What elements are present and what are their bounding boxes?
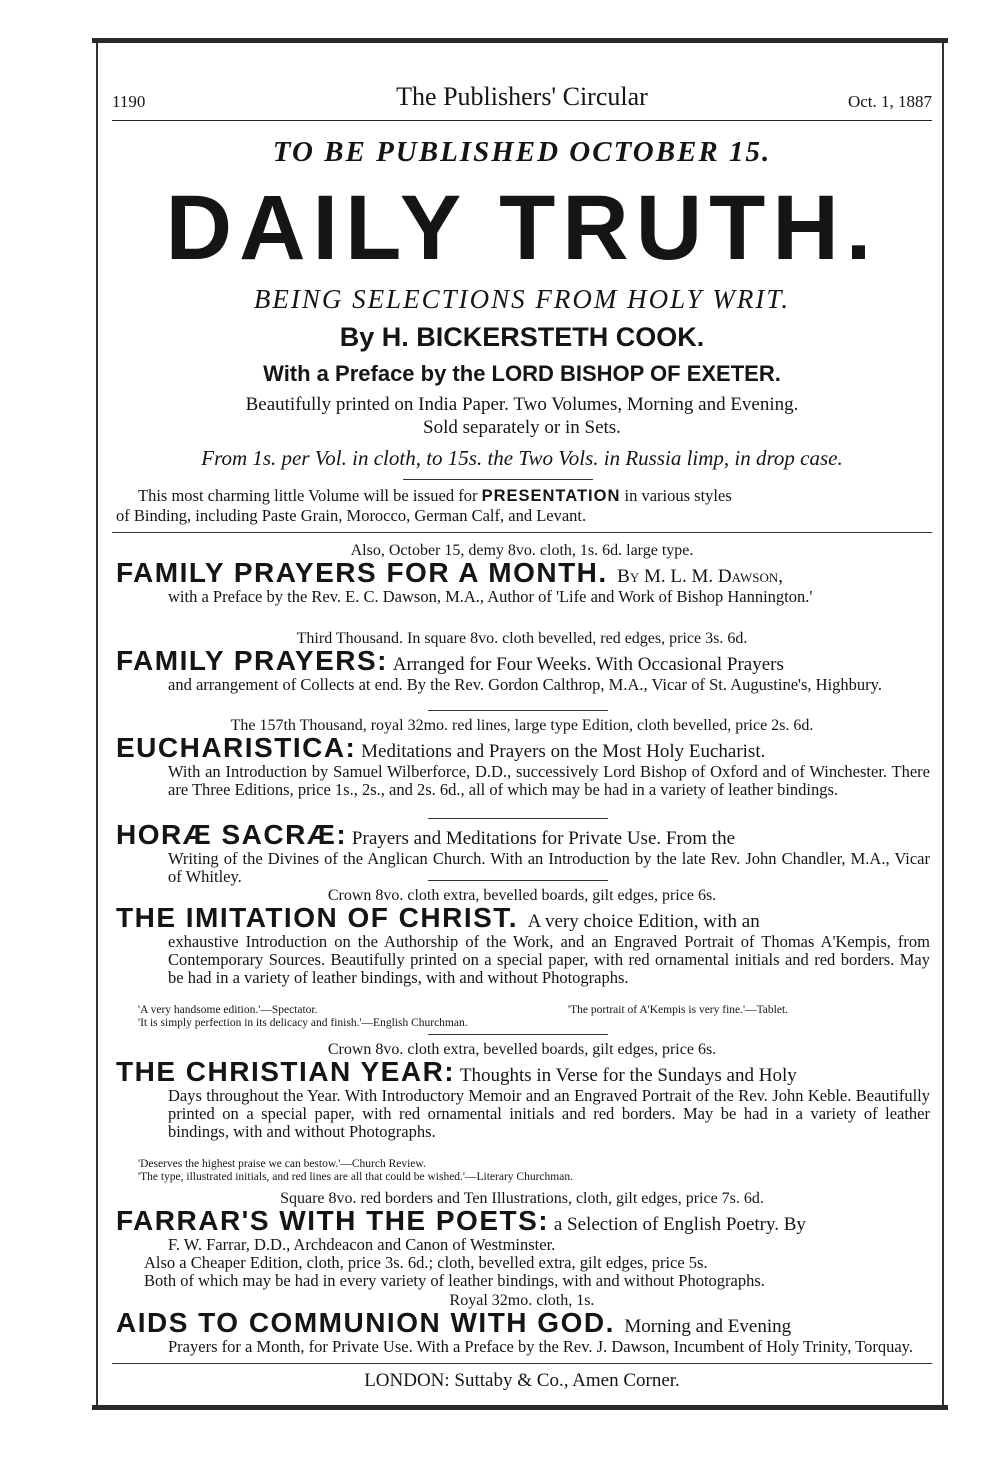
book-5-quote: 'Deserves the highest praise we can bestow.'—Church Review. [138, 1158, 426, 1170]
book-7-note: Royal 32mo. cloth, 1s. [449, 1292, 595, 1309]
book-2-desc: With an Introduction by Samuel Wilberforce, D.D., successively Lord Bishop of Oxford and of Winchester. There are Three Editions, price 1s., 2s., and 2s. 6d., all of which may be had in a variety of leather bindings. [168, 762, 930, 799]
running-header [112, 82, 932, 116]
book-0-desc: with a Preface by the Rev. E. C. Dawson, M.A., Author of 'Life and Work of Bishop Hannington.' [168, 587, 813, 606]
bottom-border-rule [92, 1405, 948, 1410]
book-6-title: FARRAR'S WITH THE POETS: [116, 1205, 550, 1236]
book-7-entry [116, 1307, 930, 1356]
book-4-quote: 'A very handsome edition.'—Spectator. [138, 1004, 318, 1016]
book-4-title: THE IMITATION OF CHRIST. [116, 902, 519, 933]
book-5-quote: 'The type, illustrated initials, and red lines are all that could be wished.'—Literary Churchman. [138, 1171, 573, 1183]
book-6-entry [116, 1205, 930, 1290]
journal-title: The Publishers' Circular [396, 82, 648, 111]
issue-date: Oct. 1, 1887 [847, 92, 932, 111]
printing-line: Beautifully printed on India Paper. Two Volumes, Morning and Evening. [245, 394, 799, 415]
section-rule [112, 532, 932, 533]
presentation-text-a: This most charming little Volume will be issued for [138, 486, 482, 505]
book-2-entry [116, 732, 930, 799]
book-5-lead: Thoughts in Verse for the Sundays and Holy [459, 1065, 797, 1086]
book-6-note: Square 8vo. red borders and Ten Illustrations, cloth, gilt edges, price 7s. 6d. [280, 1190, 764, 1207]
divider-rule [403, 479, 593, 480]
book-4-note: Crown 8vo. cloth extra, bevelled boards, gilt edges, price 6s. [327, 887, 717, 904]
book-2-note: The 157th Thousand, royal 32mo. red lines, large type Edition, cloth bevelled, price 2s. 6d. [230, 717, 814, 734]
book-7-desc: Prayers for a Month, for Private Use. With a Preface by the Rev. J. Dawson, Incumbent of Holy Trinity, Torquay. [168, 1337, 913, 1356]
binding-line: of Binding, including Paste Grain, Morocco, German Calf, and Levant. [116, 506, 587, 525]
book-3-entry [116, 819, 930, 886]
presentation-keyword: PRESENTATION [481, 487, 621, 505]
main-title: DAILY TRUTH. [165, 177, 879, 279]
book-5-entry [116, 1056, 930, 1141]
top-border-rule [92, 38, 948, 43]
book-7-title: AIDS TO COMMUNION WITH GOD. [116, 1307, 615, 1338]
book-0-note: Also, October 15, demy 8vo. cloth, 1s. 6d. large type. [350, 542, 694, 559]
divider-rule [428, 1034, 608, 1035]
book-5-note: Crown 8vo. cloth extra, bevelled boards, gilt edges, price 6s. [327, 1041, 717, 1058]
book-7-lead: Morning and Evening [624, 1316, 792, 1337]
book-1-title: FAMILY PRAYERS: [116, 645, 388, 676]
book-4-entry [116, 902, 930, 987]
book-1-desc: and arrangement of Collects at end. By the Rev. Gordon Calthrop, M.A., Vicar of St. Augustine's, Highbury. [168, 675, 882, 694]
book-6-cheaper-edition: Also a Cheaper Edition, cloth, price 3s. 6d.; cloth, bevelled extra, gilt edges, price 5s. [144, 1253, 708, 1272]
book-6-desc: F. W. Farrar, D.D., Archdeacon and Canon of Westminster. [168, 1235, 556, 1254]
price-line: From 1s. per Vol. in cloth, to 15s. the Two Vols. in Russia limp, in drop case. [201, 446, 843, 470]
book-0-title: FAMILY PRAYERS FOR A MONTH. [116, 557, 608, 588]
divider-rule [428, 880, 608, 881]
publisher-imprint: LONDON: Suttaby & Co., Amen Corner. [364, 1370, 680, 1391]
book-1-entry [116, 645, 930, 694]
section-rule [112, 1363, 932, 1364]
book-4-quote: 'The portrait of A'Kempis is very fine.'—Tablet. [568, 1004, 789, 1016]
book-5-desc: Days throughout the Year. With Introductory Memoir and an Engraved Portrait of the Rev. John Keble. Beautifully printed on a special paper, with red ornamental initials and red borders. May be had in a variety of leather bindings, with and without Photographs. [168, 1086, 930, 1141]
sets-line: Sold separately or in Sets. [423, 417, 621, 438]
book-4-lead: A very choice Edition, with an [527, 911, 760, 932]
book-4-quote: 'It is simply perfection in its delicacy and finish.'—English Churchman. [138, 1017, 468, 1029]
book-4-desc: exhaustive Introduction on the Authorship of the Work, and an Engraved Portrait of Thomas A'Kempis, from Contemporary Sources. Beautifully printed on a special paper, with red ornamental initials and red borders. May be had in a variety of leather bindings, with and without Photographs. [168, 932, 930, 987]
book-0-entry [116, 557, 930, 606]
book-1-lead: Arranged for Four Weeks. With Occasional Prayers [392, 654, 784, 675]
author-line: By H. BICKERSTETH COOK. [339, 322, 705, 352]
divider-rule [428, 818, 608, 819]
book-2-title: EUCHARISTICA: [116, 732, 357, 763]
book-2-lead: Meditations and Prayers on the Most Holy Eucharist. [361, 741, 766, 762]
book-0-lead: By M. L. M. Dawson, [617, 566, 783, 587]
preface-line: With a Preface by the LORD BISHOP OF EXETER. [263, 361, 781, 386]
book-3-lead: Prayers and Meditations for Private Use. From the [351, 828, 736, 849]
book-6-lead: a Selection of English Poetry. By [553, 1214, 806, 1235]
header-rule [112, 120, 932, 121]
book-5-title: THE CHRISTIAN YEAR: [116, 1056, 456, 1087]
subtitle: BEING SELECTIONS FROM HOLY WRIT. [253, 284, 791, 314]
presentation-text-b: in various styles [620, 486, 732, 505]
page-number: 1190 [112, 92, 146, 111]
book-1-note: Third Thousand. In square 8vo. cloth bevelled, red edges, price 3s. 6d. [296, 630, 748, 647]
divider-rule [428, 710, 608, 711]
publication-notice: TO BE PUBLISHED OCTOBER 15. [272, 136, 772, 168]
book-6-bindings: Both of which may be had in every variety of leather bindings, with and without Photographs. [144, 1271, 765, 1290]
book-3-title: HORÆ SACRÆ: [116, 819, 348, 850]
book-3-desc: Writing of the Divines of the Anglican Church. With an Introduction by the late Rev. John Chandler, M.A., Vicar of Whitley. [168, 849, 930, 886]
page-frame [96, 38, 944, 1410]
presentation-notice [116, 486, 930, 525]
